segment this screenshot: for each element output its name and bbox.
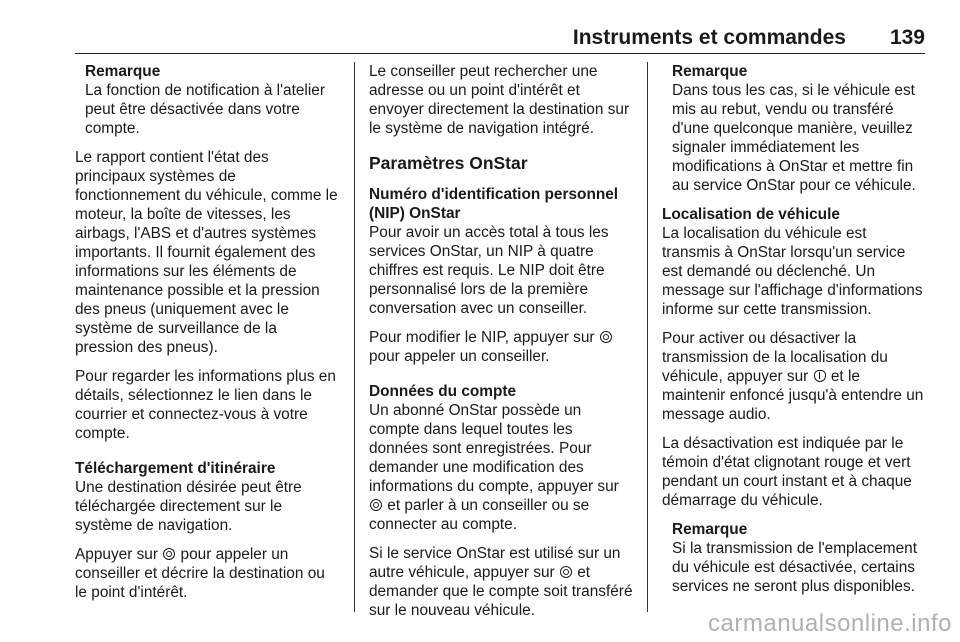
column-1 [75,62,339,612]
paragraph: La localisation du véhicule est transmis à OnStar lorsqu'un service est demandé ou déclenché. Un message sur l'affichage d'informations informe sur cette transmission. [662,225,923,318]
note-box [662,62,926,195]
subheading: Données du compte [369,383,517,400]
text-fragment: et demander que le compte soit transféré sur le nouveau véhicule. [369,564,633,619]
paragraph: Le rapport contient l'état des principaux systèmes de fonctionnement du véhicule, comme le moteur, la boîte de vitesses, les airbags, l'ABS et d'autres systèmes importants. Il fournit également des informations sur les éléments de maintenance possible et la pression des pneus (uniquement avec le système de surveillance de la pression des pneus). [75,149,338,356]
column-divider-1 [354,62,355,612]
header-rule [75,53,925,54]
text-fragment: Pour modifier le NIP, appuyer sur [369,329,595,346]
text-fragment: pour appeler un conseiller. [369,348,550,365]
paragraph: Pour regarder les informations plus en détails, sélectionnez le lien dans le courrier et connectez-vous à votre compte. [75,368,336,442]
note-box [662,520,926,596]
column-3 [662,62,926,606]
text-fragment: Un abonné OnStar possède un compte dans lequel toutes les données sont enregistrées. Pour demander une modification des informations du compte, appuyer sur [369,402,619,495]
column-divider-2 [647,62,648,612]
paragraph: La désactivation est indiquée par le témoin d'état clignotant rouge et vert pendant un court instant et à chaque démarrage du véhicule. [662,435,912,509]
text-fragment: Appuyer sur [75,546,158,563]
paragraph: Pour avoir un accès total à tous les services OnStar, un NIP à quatre chiffres est requis. Le NIP doit être personnalisé lors de la première conversation avec un conseiller. [369,224,609,317]
note-title: Remarque [672,63,748,80]
paragraph [369,544,633,620]
page-header [75,26,925,50]
page-number: 139 [889,26,925,49]
page-title: Instruments et commandes [572,26,846,49]
note-text: La fonction de notification à l'atelier peut être désactivée dans votre compte. [85,82,325,137]
column-2 [369,62,633,630]
note-text: Si la transmission de l'emplacement du véhicule est désactivée, certains services ne seront plus disponibles. [672,540,918,595]
text-fragment: Pour activer ou désactiver la transmission de la localisation du véhicule, appuyer sur [662,330,888,385]
paragraph [369,328,633,366]
paragraph [662,329,926,424]
paragraph [369,401,633,534]
note-box [75,62,339,138]
section-heading: Paramètres OnStar [369,153,528,173]
onstar-button-icon [560,566,572,578]
paragraph [75,545,339,602]
onstar-button-icon [163,548,175,560]
onstar-button-icon [370,499,382,511]
onstar-button-icon [600,331,612,343]
paragraph: Le conseiller peut rechercher une adresse ou un point d'intérêt et envoyer directement la destination sur le système de navigation intégré. [369,63,630,137]
note-title: Remarque [672,521,748,538]
text-fragment: pour appeler un conseiller et décrire la destination ou le point d'intérêt. [75,546,325,601]
subheading: Téléchargement d'itinéraire [75,460,276,477]
note-title: Remarque [85,63,161,80]
text-fragment: Si le service OnStar est utilisé sur un autre véhicule, appuyer sur [369,545,621,581]
subheading: Localisation de véhicule [662,206,840,223]
paragraph: Une destination désirée peut être téléchargée directement sur le système de navigation. [75,479,302,534]
privacy-button-icon [814,370,826,382]
watermark: carmanualsonline.info [708,610,952,637]
text-fragment: et le maintenir enfoncé jusqu'à entendre un message audio. [662,368,924,423]
subheading: Numéro d'identification personnel (NIP) OnStar [369,186,619,222]
note-text: Dans tous les cas, si le véhicule est mis au rebut, vendu ou transféré d'une quelconque manière, veuillez signaler immédiatement les modifications à OnStar et mettre fin au service OnStar pour ce véhicule. [672,82,916,194]
text-fragment: et parler à un conseiller ou se connecter au compte. [369,497,590,533]
